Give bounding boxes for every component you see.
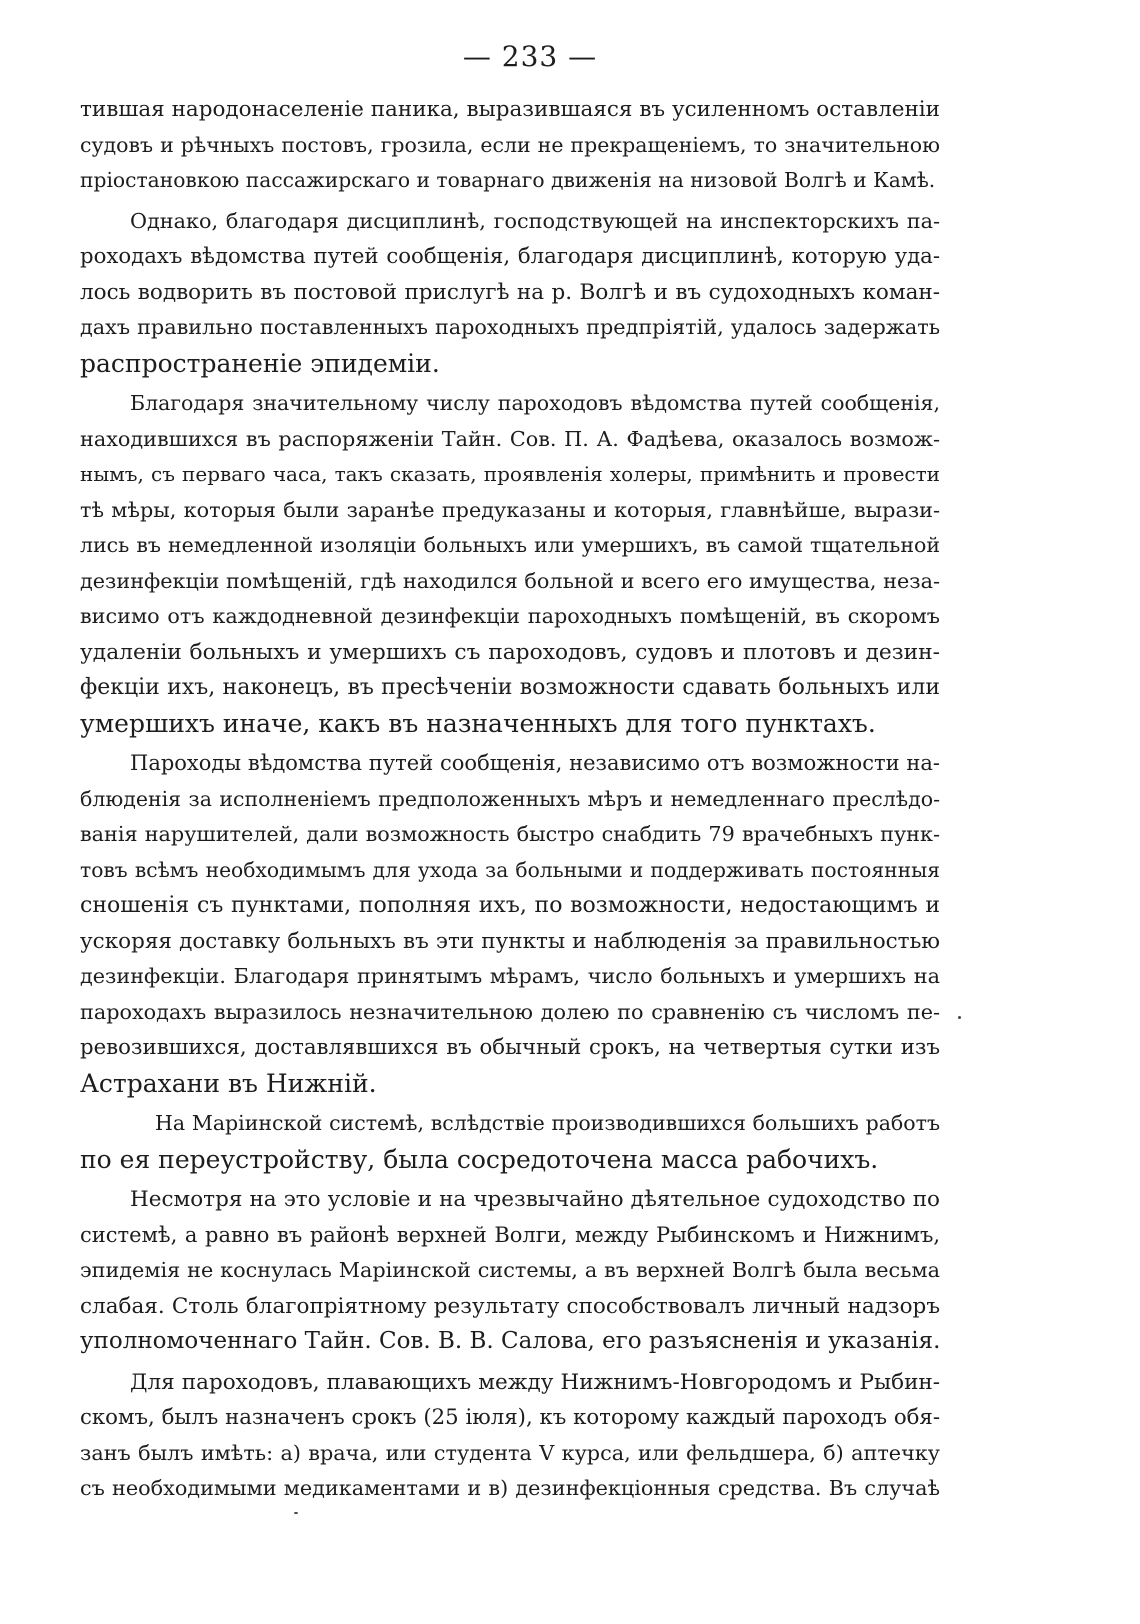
scan-speck — [294, 1512, 298, 1514]
text-line: удаленіи больныхъ и умершихъ съ пароходовъ, судовъ и плотовъ и дезин- — [80, 639, 940, 665]
paragraph — [80, 92, 940, 199]
text-line: тѣ мѣры, которыя были заранѣе предуказаны и которыя, главнѣйше, вырази- — [80, 497, 940, 522]
text-line: висимо отъ каждодневной дезинфекціи пароходныхъ помѣщеній, въ скоромъ — [80, 604, 940, 628]
text-line: эпидемія не коснулась Маріинской системы, а въ верхней Волгѣ была весьма — [80, 1258, 940, 1282]
text-line: ревозившихся, доставлявшихся въ обычный срокъ, на четвертыя сутки изъ — [80, 1035, 940, 1060]
text-line: по ея переустройству, была сосредоточена масса рабочихъ. — [80, 1144, 879, 1174]
text-line: сношенія съ пунктами, пополняя ихъ, по возможности, недостающимъ и — [80, 893, 940, 918]
text-line: блюденія за исполненіемъ предположенныхъ мѣръ и немедленнаго преслѣдо- — [80, 786, 940, 811]
text-line: ускоряя доставку больныхъ въ эти пункты и наблюденія за правильностью — [80, 928, 940, 954]
text-line: лись въ немедленной изоляціи больныхъ или умершихъ, въ самой тщательной — [80, 533, 940, 557]
paragraph — [80, 204, 940, 382]
text-line: фекціи ихъ, наконецъ, въ пресѣченіи возможности сдавать больныхъ или — [80, 675, 940, 700]
text-line: дахъ правильно поставленныхъ пароходныхъ предпріятій, удалось задержать — [80, 315, 940, 339]
text-line: роходахъ вѣдомства путей сообщенія, благодаря дисциплинѣ, которую уда- — [80, 244, 940, 269]
text-line: системѣ, а равно въ районѣ верхней Волги, между Рыбинскомъ и Нижнимъ, — [80, 1222, 940, 1247]
text-line: занъ былъ имѣть: а) врача, или студента V курса, или фельдшера, б) аптечку — [80, 1440, 940, 1465]
text-line: дезинфекціи помѣщеній, гдѣ находился больной и всего его имущества, неза- — [80, 568, 940, 593]
text-line: находившихся въ распоряженіи Тайн. Сов. П. А. Фадѣева, оказалось возмож- — [80, 426, 940, 451]
text-line: Однако, благодаря дисциплинѣ, господствующей на инспекторскихъ па- — [130, 208, 940, 233]
paragraph — [80, 746, 940, 1101]
text-line: пароходахъ выразилось незначительною долею по сравненію съ числомъ пе- — [80, 999, 940, 1024]
text-line: съ необходимыми медикаментами и в) дезинфекціонныя средства. Въ случаѣ — [80, 1476, 940, 1500]
text-line: тившая народонаселеніе паника, выразившаяся въ усиленномъ оставленіи — [80, 97, 940, 122]
text-line: Пароходы вѣдомства путей сообщенія, независимо отъ возможности на- — [130, 751, 940, 775]
paragraph — [80, 1106, 940, 1177]
text-line: Несмотря на это условіе и на чрезвычайно дѣятельное судоходство по — [130, 1187, 940, 1212]
text-line: Астрахани въ Нижній. — [80, 1068, 377, 1098]
text-line: ванія нарушителей, дали возможность быстро снабдить 79 врачебныхъ пунк- — [80, 822, 940, 846]
paragraph — [80, 1365, 940, 1507]
body-text — [80, 92, 940, 1512]
text-line: пріостановкою пассажирскаго и товарнаго движенія на низовой Волгѣ и Камѣ. — [80, 168, 936, 192]
scan-speck — [958, 1016, 961, 1019]
text-line: скомъ, былъ назначенъ срокъ (25 іюля), къ которому каждый пароходъ обя- — [80, 1405, 940, 1430]
text-line: умершихъ иначе, какъ въ назначенныхъ для того пунктахъ. — [80, 708, 876, 738]
text-line: Для пароходовъ, плавающихъ между Нижнимъ-Новгородомъ и Рыбин- — [130, 1369, 940, 1395]
text-line: дезинфекціи. Благодаря принятымъ мѣрамъ, число больныхъ и умершихъ на — [80, 964, 940, 988]
text-line: Благодаря значительному числу пароходовъ вѣдомства путей сообщенія, — [130, 391, 940, 415]
text-line: уполномоченнаго Тайн. Сов. В. В. Салова, его разъясненія и указанія. — [80, 1328, 941, 1354]
text-line: товъ всѣмъ необходимымъ для ухода за больными и поддерживать постоянныя — [80, 857, 940, 882]
text-line: слабая. Столь благопріятному результату способствовалъ личный надзоръ — [80, 1293, 940, 1319]
text-line: лось водворить въ постовой прислугѣ на р. Волгѣ и въ судоходныхъ коман- — [80, 279, 940, 305]
text-line: На Маріинской системѣ, вслѣдствіе производившихся большихъ работъ — [155, 1111, 940, 1135]
paragraph — [80, 386, 940, 741]
text-line: судовъ и рѣчныхъ постовъ, грозила, если не прекращеніемъ, то значительною — [80, 132, 940, 157]
paragraph — [80, 1182, 940, 1360]
text-line: распространеніе эпидеміи. — [80, 348, 440, 378]
page-number: — 233 — — [462, 40, 598, 73]
text-line: нымъ, съ перваго часа, такъ сказать, проявленія холеры, примѣнить и провести — [80, 462, 940, 486]
